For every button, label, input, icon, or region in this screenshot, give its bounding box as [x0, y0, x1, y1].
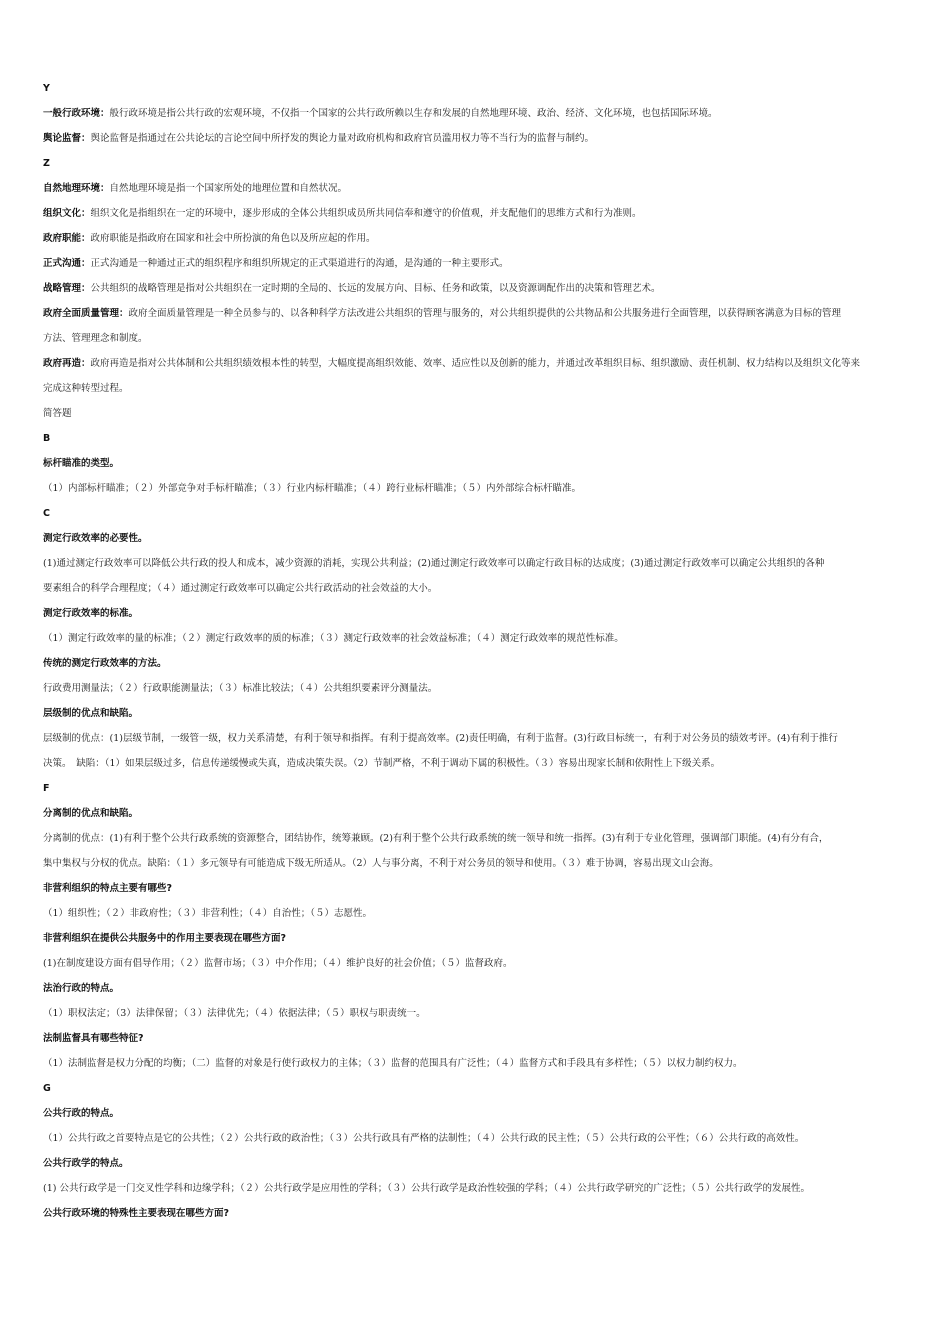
answer-efficiency-necessity-cont: 要素组合的科学合理程度；（４）通过测定行政效率可以确定公共行政活动的社会效益的大小。	[43, 583, 438, 594]
question-npo-roles: 非营利组织在提供公共服务中的作用主要表现在哪些方面?	[43, 933, 287, 944]
term-definition: 正式沟通是一种通过正式的组织程序和组织所规定的正式渠道进行的沟通，是沟通的一种主要形式。	[90, 258, 509, 269]
question-traditional-methods: 传统的测定行政效率的方法。	[43, 658, 167, 669]
term-label: 政府职能：	[43, 233, 91, 244]
definition-gov-functions	[43, 226, 909, 251]
definition-natural-environment	[43, 176, 909, 201]
question-separation: 分离制的优点和缺陷。	[43, 808, 139, 819]
question-public-admin-science: 公共行政学的特点。	[43, 1158, 129, 1169]
answer-rule-of-law: （1）职权法定；（3）法律保留；（３）法律优先；（４）依据法律；（５）职权与职责统一。	[43, 1008, 426, 1019]
answer-hierarchy-cont: 决策。 缺陷：（1）如果层级过多，信息传递缓慢或失真，造成决策失误。（2）节制严格，不利于调动下属的积极性。（３）容易出现家长制和依附性上下级关系。	[43, 758, 721, 769]
section-letter-z: Z	[43, 158, 50, 169]
section-letter-c: C	[43, 508, 50, 519]
answer-efficiency-necessity: (1)通过测定行政效率可以降低公共行政的投人和成本，减少资源的消耗，实现公共利益；(2)通过测定行政效率可以确定行政目标的达成度；(3)通过测定行政效率可以确定公共组织的各种	[43, 558, 825, 569]
term-definition: 般行政环境是指公共行政的宏观环境，不仅指一个国家的公共行政所赖以生存和发展的自然地理环境、政治、经济、文化环境，也包括国际环境。	[109, 108, 718, 119]
section-letter-f: F	[43, 783, 50, 794]
answer-npo-roles: (1)在制度建设方面有倡导作用；（２）监督市场；（３）中介作用；（４）维护良好的社会价值；（５）监督政府。	[43, 958, 513, 969]
section-title-short-answer: 简答题	[43, 408, 72, 419]
definition-formal-communication	[43, 251, 909, 276]
term-definition: 政府全面质量管理是一种全员参与的、以各种科学方法改进公共组织的管理与服务的，对公共组织提供的公共物品和公共服务进行全面管理，以获得顾客满意为目标的管理	[128, 308, 842, 319]
question-efficiency-standard: 测定行政效率的标准。	[43, 608, 139, 619]
section-letter-y: Y	[43, 83, 50, 94]
question-efficiency-necessity: 测定行政效率的必要性。	[43, 533, 148, 544]
term-definition: 政府再造是指对公共体制和公共组织绩效根本性的转型，大幅度提高组织效能、效率、适应性以及创新的能力，并通过改革组织目标、组织激励、责任机制、权力结构以及组织文化等来	[90, 358, 861, 369]
answer-traditional-methods: 行政费用测量法；（２）行政职能测量法；（３）标准比较法；（４）公共组织要素评分测量法。	[43, 683, 438, 694]
question-rule-of-law: 法治行政的特点。	[43, 983, 120, 994]
term-definition: 公共组织的战略管理是指对公共组织在一定时期的全局的、长远的发展方向、目标、任务和政策，以及资源调配作出的决策和管理艺术。	[90, 283, 661, 294]
definition-reinventing	[43, 351, 909, 376]
answer-public-admin-science: (1) 公共行政学是一门交叉性学科和边缘学科；（２）公共行政学是应用性的学科；（３）公共行政学是政治性较强的学科；（４）公共行政学研究的广泛性；（５）公共行政学的发展性。	[43, 1183, 810, 1194]
definition-tqm	[43, 301, 909, 326]
question-legal-supervision: 法制监督具有哪些特征?	[43, 1033, 144, 1044]
term-label: 舆论监督：	[43, 133, 91, 144]
term-label: 自然地理环境：	[43, 183, 110, 194]
answer-legal-supervision: （1）法制监督是权力分配的均衡；（二）监督的对象是行使行政权力的主体；（３）监督的范围具有广泛性；（４）监督方式和手段具有多样性；（５）以权力制约权力。	[43, 1058, 743, 1069]
answer-hierarchy: 层级制的优点：(1)层级节制，一级管一级，权力关系清楚，有利于领导和指挥。有利于提高效率。(2)责任明确，有利于监督。(3)行政目标统一，有利于对公务员的绩效考评。(4)有利于推行	[43, 733, 838, 744]
definition-org-culture	[43, 201, 909, 226]
term-label: 一般行政环境：	[43, 108, 110, 119]
answer-npo-features: （1）组织性；（２）非政府性；（３）非营利性；（４）自治性；（５）志愿性。	[43, 908, 373, 919]
term-label: 正式沟通：	[43, 258, 91, 269]
answer-separation: 分离制的优点：(1)有利于整个公共行政系统的资源整合，团结协作，统筹兼顾。(2)有利于整个公共行政系统的统一领导和统一指挥。(3)有利于专业化管理，强调部门职能。(4)有分有合，	[43, 833, 829, 844]
term-definition: 政府职能是指政府在国家和社会中所扮演的角色以及所应起的作用。	[90, 233, 376, 244]
section-letter-b: B	[43, 433, 51, 444]
document-page	[43, 76, 909, 1226]
answer-efficiency-standard: （1）测定行政效率的量的标准；（２）测定行政效率的质的标准；（３）测定行政效率的社会效益标准；（４）测定行政效率的规范性标准。	[43, 633, 624, 644]
answer-public-admin: （1）公共行政之首要特点是它的公共性；（２）公共行政的政治性；（３）公共行政具有严格的法制性；（４）公共行政的民主性；（５）公共行政的公平性；（６）公共行政的高效性。	[43, 1133, 805, 1144]
definition-tqm-cont: 方法、管理理念和制度。	[43, 333, 148, 344]
question-hierarchy: 层级制的优点和缺陷。	[43, 708, 139, 719]
question-public-admin: 公共行政的特点。	[43, 1108, 120, 1119]
definition-strategic-management	[43, 276, 909, 301]
term-label: 组织文化：	[43, 208, 91, 219]
answer-separation-cont: 集中集权与分权的优点。缺陷：（１）多元领导有可能造成下级无所适从。（2）人与事分离，不利于对公务员的领导和使用。（３）难于协调，容易出现文山会海。	[43, 858, 719, 869]
definition-public-opinion	[43, 126, 909, 151]
term-definition: 舆论监督是指通过在公共论坛的言论空间中所抒发的舆论力量对政府机构和政府官员滥用权力等不当行为的监督与制约。	[90, 133, 595, 144]
definition-reinventing-cont: 完成这种转型过程。	[43, 383, 129, 394]
question-benchmark: 标杆瞄准的类型。	[43, 458, 120, 469]
question-npo-features: 非营利组织的特点主要有哪些?	[43, 883, 173, 894]
term-label: 政府全面质量管理：	[43, 308, 129, 319]
term-label: 政府再造：	[43, 358, 91, 369]
term-definition: 组织文化是指组织在一定的环境中，逐步形成的全体公共组织成员所共同信奉和遵守的价值观，并支配他们的思维方式和行为准则。	[90, 208, 642, 219]
section-letter-g: G	[43, 1083, 51, 1094]
term-label: 战略管理：	[43, 283, 91, 294]
term-definition: 自然地理环境是指一个国家所处的地理位置和自然状况。	[109, 183, 348, 194]
answer-benchmark: （1）内部标杆瞄准；（２）外部竞争对手标杆瞄准；（３）行业内标杆瞄准；（４）跨行业标杆瞄准；（５）内外部综合标杆瞄准。	[43, 483, 582, 494]
definition-general-environment	[43, 101, 909, 126]
question-admin-environment: 公共行政环境的特殊性主要表现在哪些方面?	[43, 1208, 230, 1219]
